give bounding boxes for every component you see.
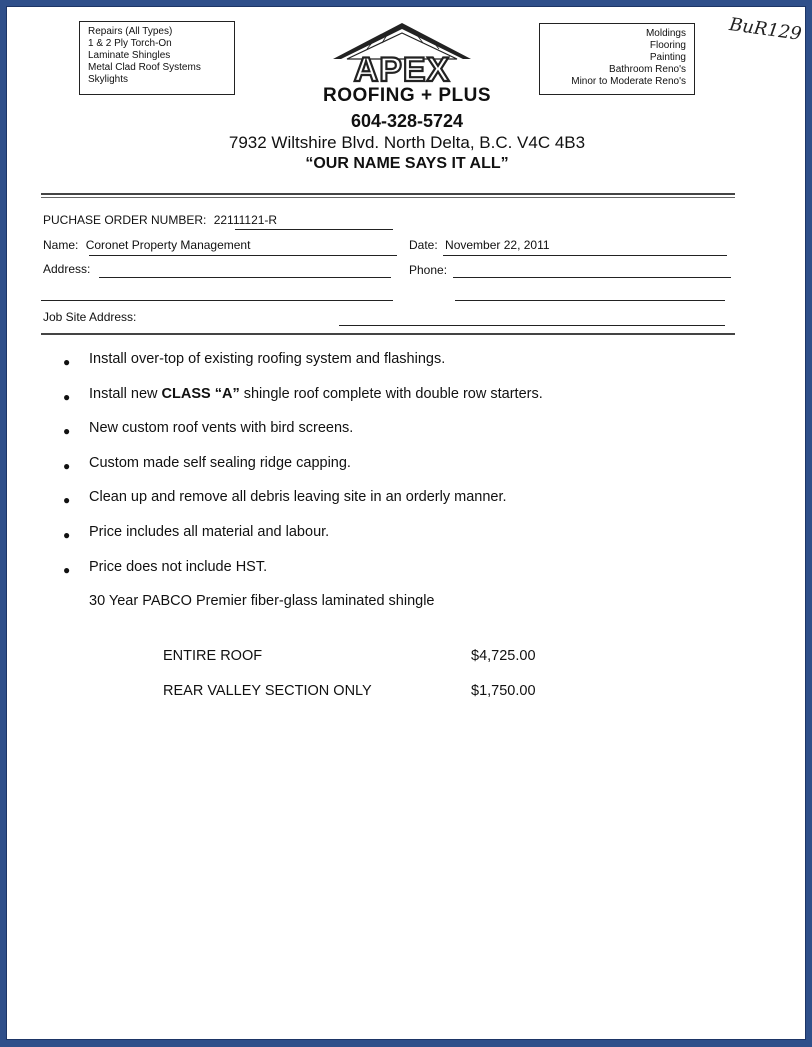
- service-item: Repairs (All Types): [88, 26, 173, 37]
- bullet-icon: ●: [63, 355, 71, 369]
- bullet-icon: ●: [63, 424, 71, 438]
- service-item: Painting: [649, 52, 686, 63]
- header-divider-thin: [41, 197, 735, 198]
- price-label: ENTIRE ROOF: [163, 648, 263, 664]
- bullet-icon: ●: [63, 493, 71, 507]
- company-slogan: “OUR NAME SAYS IT ALL”: [305, 155, 509, 172]
- name-underline: [89, 255, 397, 256]
- address-label: Address:: [43, 262, 91, 276]
- address-underline: [99, 277, 391, 278]
- header-divider: [41, 193, 735, 195]
- jobsite-underline: [339, 325, 725, 326]
- date-label: Date:: [409, 238, 438, 252]
- phone-second-underline: [455, 300, 725, 301]
- service-item: Bathroom Reno's: [609, 64, 686, 75]
- bullet-icon: ●: [63, 459, 71, 473]
- product-description: 30 Year PABCO Premier fiber-glass laminated shingle: [89, 593, 435, 609]
- name-label: Name:: [43, 238, 79, 252]
- service-item: 1 & 2 Ply Torch-On: [88, 38, 172, 49]
- po-number-label: PUCHASE ORDER NUMBER:: [43, 213, 207, 227]
- phone-field: [409, 263, 447, 277]
- name-field: [43, 238, 250, 252]
- bullet-icon: ●: [63, 390, 71, 404]
- price-label: REAR VALLEY SECTION ONLY: [163, 683, 372, 699]
- list-item-text: New custom roof vents with bird screens.: [89, 420, 354, 436]
- list-item-text: Price includes all material and labour.: [89, 524, 330, 540]
- price-amount: $1,750.00: [471, 683, 536, 699]
- company-phone: 604-328-5724: [350, 111, 464, 131]
- jobsite-field: [43, 310, 136, 324]
- price-amount: $4,725.00: [471, 648, 536, 664]
- service-item: Laminate Shingles: [88, 50, 171, 61]
- bullet-icon: ●: [63, 563, 71, 577]
- service-item: Moldings: [645, 28, 686, 39]
- date-underline: [443, 255, 727, 256]
- date-value: November 22, 2011: [445, 238, 550, 252]
- services-box-right: [539, 23, 695, 95]
- list-item-text-part: Install new: [89, 386, 162, 402]
- date-field: [409, 238, 550, 252]
- address-second-underline: [41, 300, 393, 301]
- service-item: Metal Clad Roof Systems: [88, 62, 201, 73]
- address-field: [43, 262, 90, 276]
- logo-text: APEX: [353, 51, 451, 89]
- service-item: Skylights: [88, 74, 129, 85]
- bullet-icon: ●: [63, 528, 71, 542]
- list-item-text: Clean up and remove all debris leaving site in an orderly manner.: [89, 489, 507, 505]
- company-name: ROOFING + PLUS: [323, 85, 491, 106]
- services-box-left: [79, 21, 235, 95]
- phone-underline: [453, 277, 731, 278]
- jobsite-label: Job Site Address:: [43, 310, 137, 324]
- purchase-order-page: [6, 6, 806, 1040]
- name-value: Coronet Property Management: [85, 238, 251, 252]
- phone-label: Phone:: [409, 263, 448, 277]
- service-item: Minor to Moderate Reno's: [571, 76, 686, 87]
- po-number-value: 22111121-R: [213, 213, 278, 227]
- form-divider: [41, 333, 735, 335]
- company-address: 7932 Wiltshire Blvd. North Delta, B.C. V4C 4B3: [228, 133, 586, 152]
- list-item-text: Install over-top of existing roofing system and flashings.: [89, 351, 446, 367]
- list-item-text: Custom made self sealing ridge capping.: [89, 455, 351, 471]
- apex-roof-logo: [327, 19, 477, 89]
- service-item: Flooring: [649, 40, 686, 51]
- handwritten-note: BuR129: [727, 14, 803, 45]
- po-number-field: [43, 213, 277, 227]
- list-item-text: [89, 386, 543, 402]
- class-a-emphasis: CLASS “A”: [161, 386, 240, 402]
- list-item-text-part: shingle roof complete with double row starters.: [239, 386, 543, 402]
- list-item-text: Price does not include HST.: [89, 559, 268, 575]
- po-number-underline: [235, 229, 393, 230]
